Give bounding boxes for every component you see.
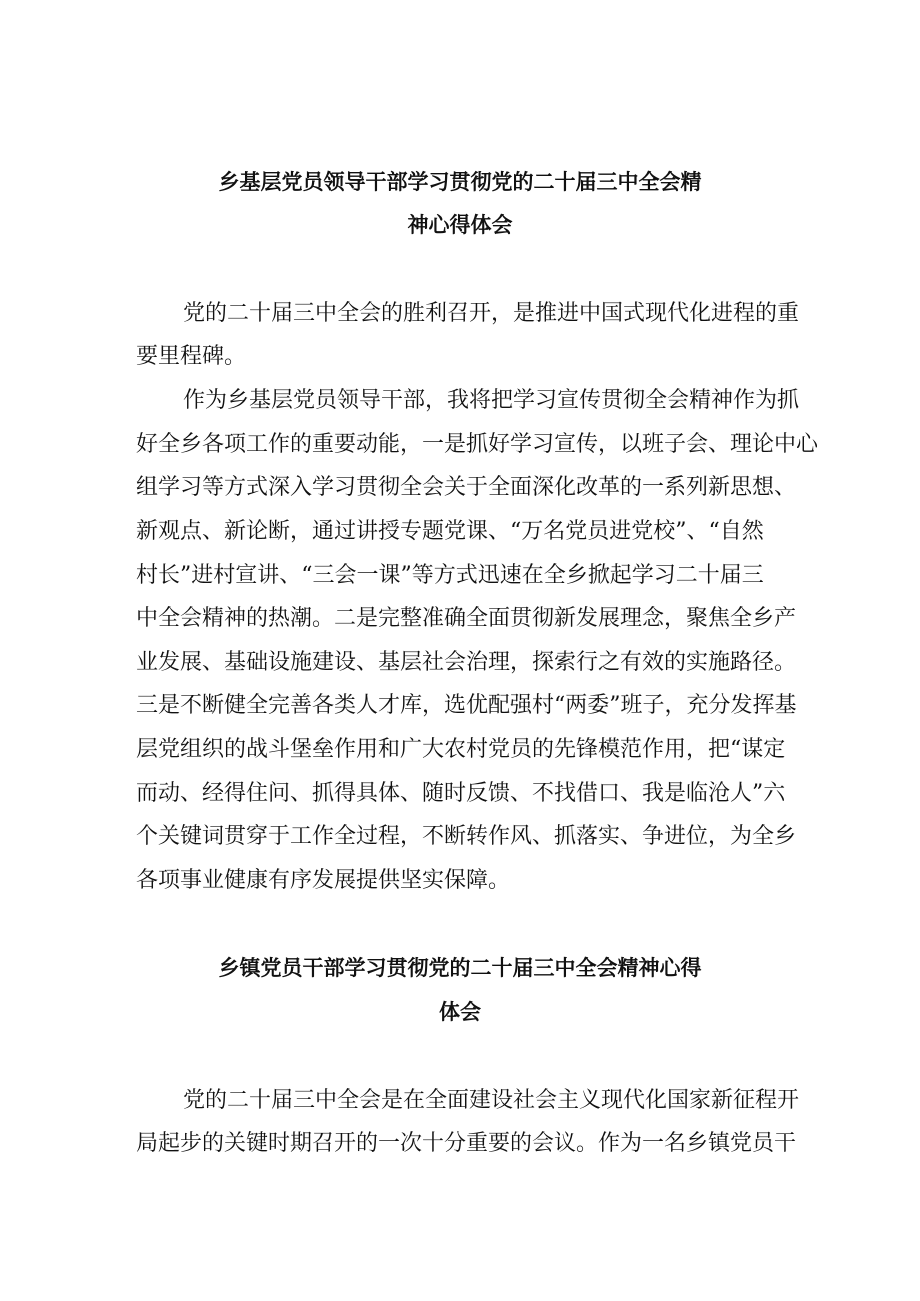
article1-line-9: 业发展、基础设施建设、基层社会治理，探索行之有效的实施路径。	[136, 650, 797, 675]
article1-line-10: 三是不断健全完善各类人才库，选优配强村“两委”班子，充分发挥基	[136, 693, 797, 718]
article1-line-5: 组学习等方式深入学习贯彻全会关于全面深化改革的一系列新思想、	[136, 475, 797, 500]
article1-line-12: 而动、经得住问、抓得具体、随时反馈、不找借口、我是临沧人”六	[136, 781, 786, 806]
article1-line-14: 各项事业健康有序发展提供坚实保障。	[136, 868, 511, 893]
article1-line-4: 好全乡各项工作的重要动能，一是抓好学习宣传，以班子会、理论中心	[136, 432, 819, 457]
article1-title-line-1: 乡基层党员领导干部学习贯彻党的二十届三中全会精	[218, 170, 702, 194]
article1-line-11: 层党组织的战斗堡垒作用和广大农村党员的先锋模范作用，把“谋定	[136, 737, 786, 762]
article1-line-2: 要里程碑。	[136, 344, 247, 369]
article2-line-1: 党的二十届三中全会是在全面建设社会主义现代化国家新征程开	[183, 1088, 800, 1113]
article2-title-line-2: 体会	[439, 1000, 481, 1024]
article1-line-1: 党的二十届三中全会的胜利召开，是推进中国式现代化进程的重	[183, 301, 800, 326]
article1-line-3: 作为乡基层党员领导干部，我将把学习宣传贯彻全会精神作为抓	[183, 388, 800, 413]
article1-line-7: 村长”进村宣讲、“三会一课”等方式迅速在全乡掀起学习二十届三	[136, 563, 764, 588]
article1-line-13: 个关键词贯穿于工作全过程，不断转作风、抓落实、争进位，为全乡	[136, 824, 797, 849]
article2-title-line-1: 乡镇党员干部学习贯彻党的二十届三中全会精神心得	[218, 956, 702, 980]
article1-line-8: 中全会精神的热潮。二是完整准确全面贯彻新发展理念，聚焦全乡产	[136, 606, 797, 631]
article1-title-line-2: 神心得体会	[407, 213, 513, 237]
article1-line-6: 新观点、新论断，通过讲授专题党课、“万名党员进党校”、“自然	[136, 519, 764, 544]
article2-line-2: 局起步的关键时期召开的一次十分重要的会议。作为一名乡镇党员干	[136, 1131, 797, 1156]
